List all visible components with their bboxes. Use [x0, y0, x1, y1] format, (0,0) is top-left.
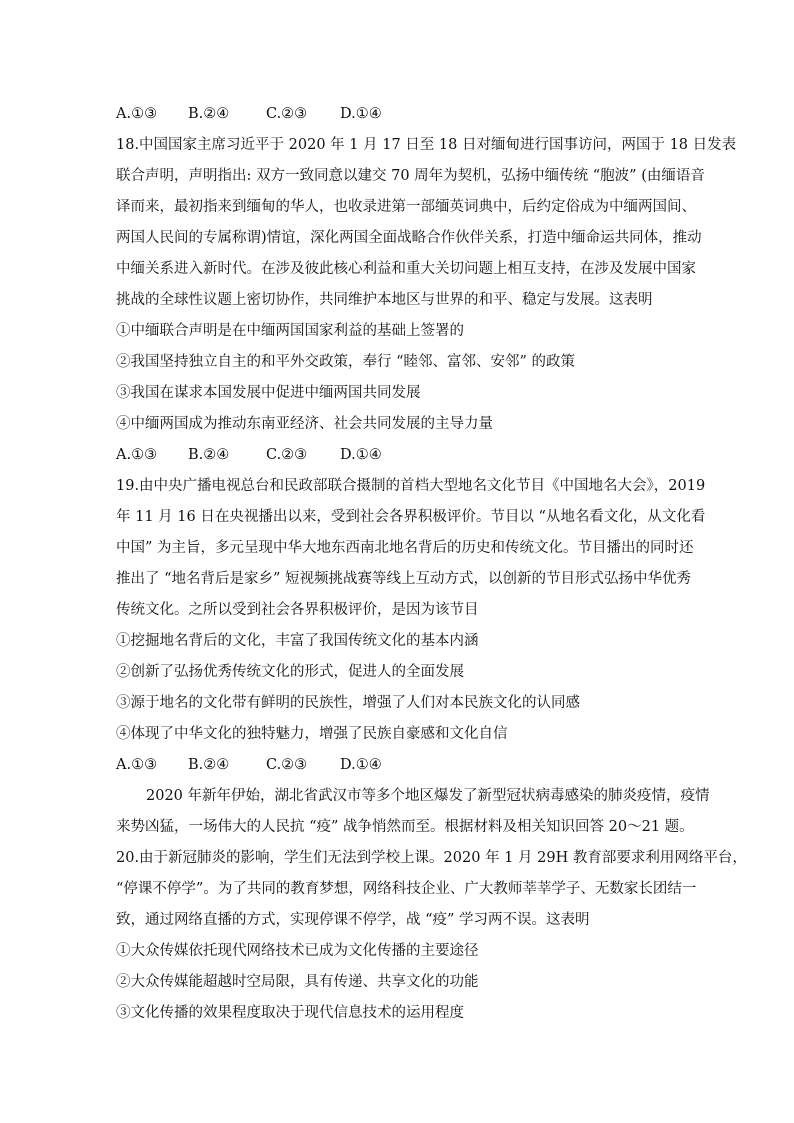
question-text-line: 译而来，最初指来到缅甸的华人，也收录进第一部缅英词典中，后约定俗成为中缅两国间、 [116, 199, 696, 215]
option-c: C.②③ [266, 757, 308, 773]
option-b: B.②④ [188, 757, 230, 773]
statement-item: ③我国在谋求本国发展中促进中缅两国共同发展 [116, 385, 421, 401]
question-text-line: 18.中国国家主席习近平于 2020 年 1 月 17 日至 18 日对缅甸进行国事访问，两国于 18 日发表 [116, 137, 737, 153]
question-text-line: 致，通过网络直播的方式，实现停课不停学，战 “疫” 学习两不误。这表明 [116, 912, 590, 928]
question-text-line: 19.由中央广播电视总台和民政部联合摄制的首档大型地名文化节目《中国地名大会》，2019 [116, 478, 706, 494]
statement-item: ④体现了中华文化的独特魅力，增强了民族自豪感和文化自信 [116, 726, 508, 742]
statement-item: ②大众传媒能超越时空局限，具有传递、共享文化的功能 [116, 974, 479, 990]
question-text-line: 两国人民间的专属称谓)情谊，深化两国全面战略合作伙伴关系，打造中缅命运共同体，推动 [116, 230, 702, 246]
statement-item: ③文化传播的效果程度取决于现代信息技术的运用程度 [116, 1005, 464, 1021]
statement-item: ④中缅两国成为推动东南亚经济、社会共同发展的主导力量 [116, 416, 493, 432]
statement-item: ①大众传媒依托现代网络技术已成为文化传播的主要途径 [116, 943, 479, 959]
option-c: C.②③ [266, 447, 308, 463]
option-b: B.②④ [188, 447, 230, 463]
question-text-line: 中国” 为主旨，多元呈现中华大地东西南北地名背后的历史和传统文化。节目播出的同时还 [116, 540, 694, 556]
statement-item: ②我国坚持独立自主的和平外交政策，奉行 “睦邻、富邻、安邻” 的政策 [116, 354, 576, 370]
question-text-line: 20.由于新冠肺炎的影响，学生们无法到学校上课。2020 年 1 月 29H 教育部要求利用网络平台， [116, 850, 747, 866]
option-b: B.②④ [188, 106, 230, 122]
statement-item: ③源于地名的文化带有鲜明的民族性，增强了人们对本民族文化的认同感 [116, 695, 580, 711]
statement-item: ①中缅联合声明是在中缅两国国家利益的基础上签署的 [116, 323, 464, 339]
question-text-line: 传统文化。之所以受到社会各界积极评价，是因为该节目 [116, 602, 479, 618]
statement-item: ①挖掘地名背后的文化，丰富了我国传统文化的基本内涵 [116, 633, 479, 649]
question-text-line: 年 11 月 16 日在央视播出以来，受到社会各界积极评价。节目以 “从地名看文化，从文化看 [116, 509, 706, 525]
statement-item: ②创新了弘扬优秀传统文化的形式，促进人的全面发展 [116, 664, 464, 680]
question-text-line: 联合声明，声明指出: 双方一致同意以建交 70 周年为契机，弘扬中缅传统 “胞波” (由缅语音 [116, 168, 705, 184]
option-d: D.①④ [340, 757, 382, 773]
question-text-line: 挑战的全球性议题上密切协作，共同维护本地区与世界的和平、稳定与发展。这表明 [116, 292, 653, 308]
option-a: A.①③ [116, 106, 158, 122]
option-c: C.②③ [266, 106, 308, 122]
option-a: A.①③ [116, 757, 158, 773]
material-text-line: 来势凶猛，一场伟大的人民抗 “疫” 战争悄然而至。根据材料及相关知识回答 20～21 题。 [116, 819, 694, 835]
question-text-line: 中缅关系进入新时代。在涉及彼此核心利益和重大关切问题上相互支持，在涉及发展中国家 [116, 261, 696, 277]
option-a: A.①③ [116, 447, 158, 463]
question-text-line: 推出了 “地名背后是家乡” 短视频挑战赛等线上互动方式，以创新的节目形式弘扬中华优秀 [116, 571, 692, 587]
material-text-line: 2020 年新年伊始，湖北省武汉市等多个地区爆发了新型冠状病毒感染的肺炎疫情，疫情 [146, 788, 710, 804]
option-d: D.①④ [340, 447, 382, 463]
option-d: D.①④ [340, 106, 382, 122]
question-text-line: “停课不停学”。为了共同的教育梦想，网络科技企业、广大教师莘莘学子、无数家长团结一 [116, 881, 697, 897]
